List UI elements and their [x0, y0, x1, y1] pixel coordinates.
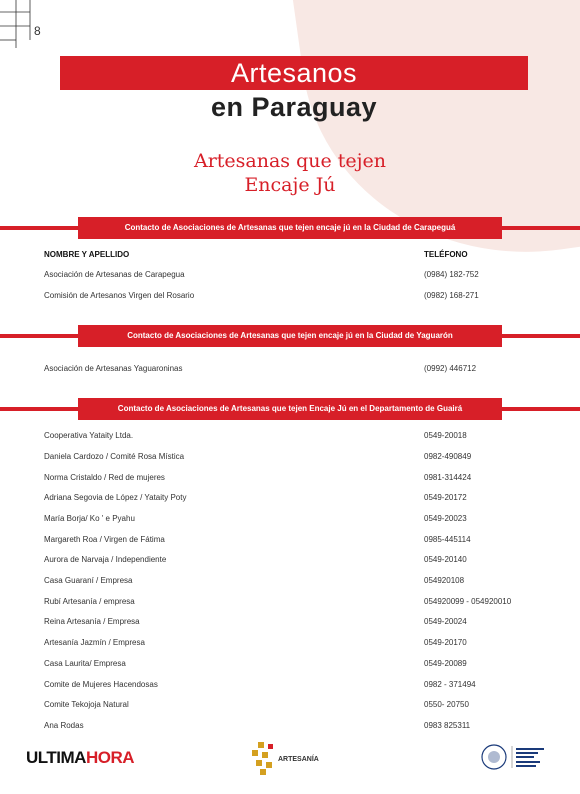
section-heading-band	[0, 325, 580, 347]
contact-phone: 0982-490849	[424, 452, 472, 461]
table-row	[44, 535, 544, 549]
section-heading: Contacto de Asociaciones de Artesanas que tejen encaje jú en la Ciudad de Yaguarón	[78, 325, 502, 347]
contact-phone: 0982 - 371494	[424, 680, 476, 689]
contact-name: Reina Artesanía / Empresa	[44, 617, 140, 626]
table-row	[44, 493, 544, 507]
contact-phone: 0985-445114	[424, 535, 471, 544]
contact-name: Daniela Cardozo / Comité Rosa Mística	[44, 452, 185, 461]
page-number: 8	[34, 24, 41, 38]
contact-name: Asociación de Artesanas Yaguaroninas	[44, 364, 183, 373]
contact-name: Comisión de Artesanos Virgen del Rosario	[44, 291, 195, 300]
title-line2: en Paraguay	[210, 92, 378, 122]
contact-name: Aurora de Narvaja / Independiente	[44, 555, 167, 564]
subtitle-line2: Encaje Jú	[244, 174, 336, 196]
table-row	[44, 514, 544, 528]
contact-name: Adriana Segovia de López / Yataity Poty	[44, 493, 187, 502]
contact-phone: 0981-314424	[424, 473, 472, 482]
table-row	[44, 659, 544, 673]
contact-name: María Borja/ Ko ' e Pyahu	[44, 514, 135, 523]
background-decoration	[291, 0, 580, 282]
contact-name: Norma Cristaldo / Red de mujeres	[44, 473, 165, 482]
contact-phone: 0549-20023	[424, 514, 467, 523]
contact-phone: (0984) 182-752	[424, 270, 479, 279]
table-row	[44, 270, 544, 284]
table-row	[44, 473, 544, 487]
contact-phone: 0983 825311	[424, 721, 471, 730]
contact-name: Margareth Roa / Virgen de Fátima	[44, 535, 165, 544]
contact-name: Artesanía Jazmín / Empresa	[44, 638, 145, 647]
contact-phone: 0549-20172	[424, 493, 467, 502]
table-row	[44, 700, 544, 714]
contact-name: Asociación de Artesanas de Carapegua	[44, 270, 185, 279]
column-header-name: NOMBRE Y APELLIDO	[44, 250, 130, 259]
contact-phone: 0550- 20750	[424, 700, 469, 709]
contact-phone: 054920099 - 054920010	[424, 597, 512, 606]
contact-name: Comite Tekojoja Natural	[44, 700, 129, 709]
section-heading: Contacto de Asociaciones de Artesanas que tejen Encaje Jú en el Departamento de Guairá	[78, 398, 502, 420]
section-heading: Contacto de Asociaciones de Artesanas que tejen encaje jú en la Ciudad de Carapeguá	[78, 217, 502, 239]
contact-phone: 054920108	[424, 576, 465, 585]
contact-name: Casa Laurita/ Empresa	[44, 659, 126, 668]
contact-phone: (0992) 446712	[424, 364, 477, 373]
contact-phone: (0982) 168-271	[424, 291, 479, 300]
table-row	[44, 721, 544, 735]
contact-phone: 0549-20024	[424, 617, 467, 626]
table-row	[44, 597, 544, 611]
contact-name: Comite de Mujeres Hacendosas	[44, 680, 158, 689]
table-row	[44, 452, 544, 466]
section-heading-band	[0, 217, 580, 239]
title-line1: Artesanos	[230, 58, 358, 88]
contact-name: Cooperativa Yataity Ltda.	[44, 431, 134, 440]
government-seal-logo	[480, 742, 560, 772]
table-row	[44, 431, 544, 445]
contact-phone: 0549-20018	[424, 431, 467, 440]
ultimahora-logo	[26, 748, 134, 768]
table-row	[44, 291, 544, 305]
contact-name: Ana Rodas	[44, 721, 84, 730]
logo-text-hora: HORA	[85, 748, 135, 767]
table-row	[44, 555, 544, 569]
table-row	[44, 364, 544, 378]
contact-phone: 0549-20140	[424, 555, 467, 564]
logo-text-ultima: ULTIMA	[26, 748, 86, 767]
table-row	[44, 638, 544, 652]
table-row	[44, 617, 544, 631]
subtitle-line1: Artesanas que tejen	[193, 150, 387, 172]
contact-name: Casa Guaraní / Empresa	[44, 576, 133, 585]
artesania-logo-text: ARTESANÍA	[278, 756, 319, 763]
contact-phone: 0549-20089	[424, 659, 467, 668]
table-row	[44, 680, 544, 694]
section-heading-band	[0, 398, 580, 420]
corner-grid-decoration	[0, 0, 50, 50]
column-header-phone: TELÉFONO	[424, 250, 468, 259]
table-row	[44, 576, 544, 590]
contact-name: Rubí Artesanía / empresa	[44, 597, 135, 606]
contact-phone: 0549-20170	[424, 638, 467, 647]
